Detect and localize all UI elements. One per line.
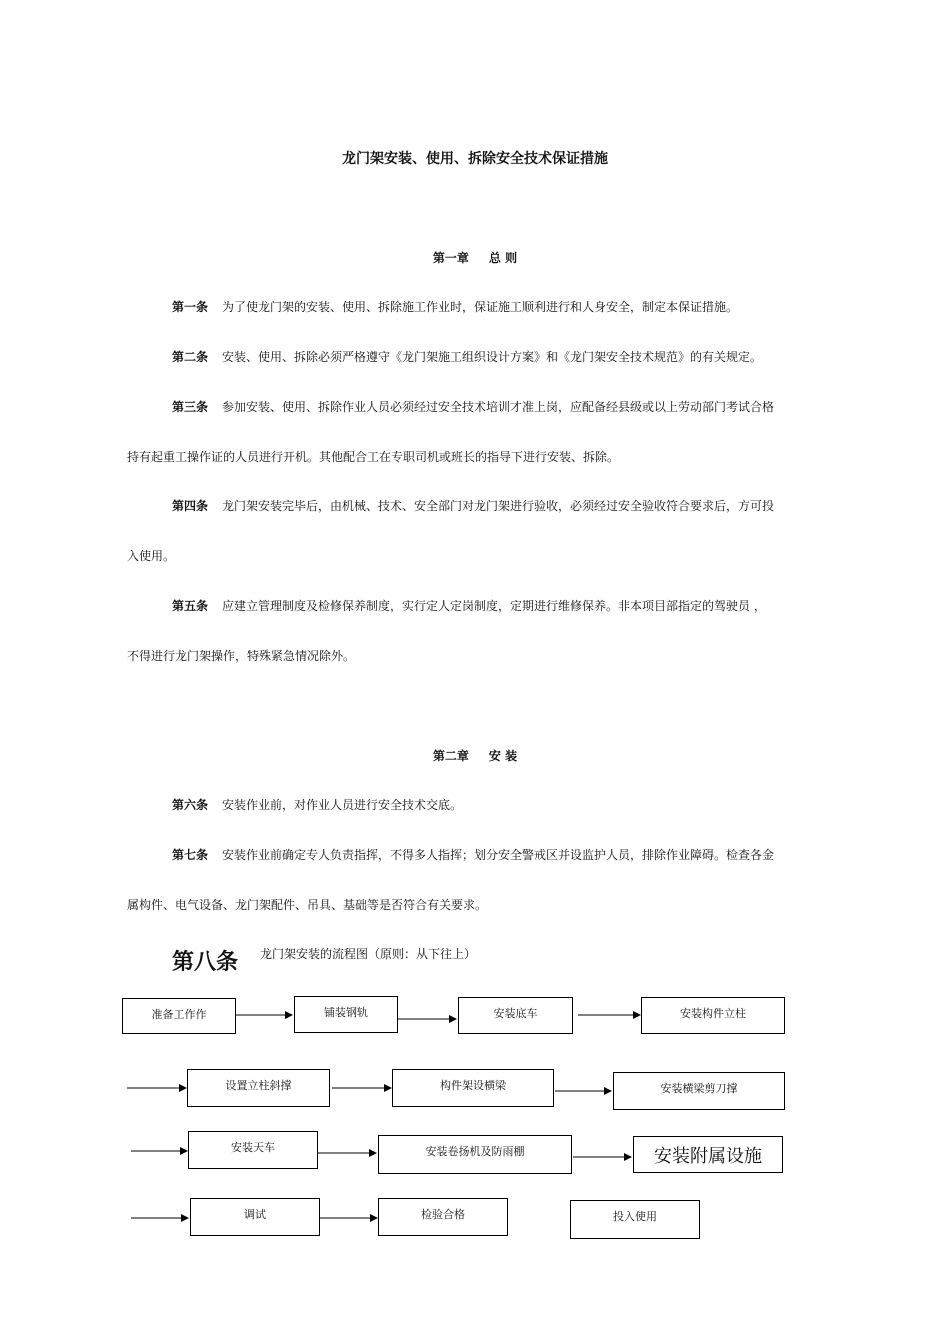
article-7-continuation: 属构件、电气设备、龙门架配件、吊具、基础等是否符合有关要求。 (127, 898, 488, 912)
flow-step-erect-beams: 构件架设横梁 (392, 1069, 554, 1107)
article-7-label: 第七条 (172, 848, 209, 862)
article-7-text: 安装作业前确定专人负责指挥，不得多人指挥；划分安全警戒区并设监护人员，排除作业障碍。检查各金 (222, 848, 775, 862)
article-2-label: 第二条 (172, 350, 209, 364)
flow-step-prepare: 准备工作作 (122, 998, 236, 1034)
flow-step-column-bracing: 设置立柱斜撑 (187, 1069, 330, 1107)
flow-step-install-crane: 安装天车 (188, 1131, 318, 1169)
article-5-continuation: 不得进行龙门架操作，特殊紧急情况除外。 (127, 649, 356, 663)
article-6-label: 第六条 (172, 798, 209, 812)
article-1-label: 第一条 (172, 300, 209, 314)
flow-step-lay-rails: 铺装钢轨 (294, 996, 398, 1033)
chapter-2-title: 安 装 (488, 749, 518, 763)
flow-step-inspection-passed: 检验合格 (378, 1198, 508, 1236)
article-4-text: 龙门架安装完毕后，由机械、技术、安全部门对龙门架进行验收，必须经过安全验收符合要求后，方可投 (222, 499, 775, 513)
article-8-text: 龙门架安装的流程图（原则：从下往上） (260, 947, 477, 961)
flow-step-install-columns: 安装构件立柱 (641, 997, 785, 1034)
flow-step-ancillary-facilities: 安装附属设施 (633, 1136, 783, 1173)
chapter-2-label: 第二章 (432, 749, 469, 763)
flow-step-beam-scissor-bracing: 安装横梁剪刀撑 (613, 1072, 785, 1110)
flow-step-put-into-use: 投入使用 (570, 1200, 700, 1239)
document-title: 龙门架安装、使用、拆除安全技术保证措施 (342, 151, 608, 167)
article-3-text: 参加安装、使用、拆除作业人员必须经过安全技术培训才准上岗，应配备经县级或以上劳动部门考试合格 (222, 400, 775, 414)
article-1-text: 为了使龙门架的安装、使用、拆除施工作业时，保证施工顺利进行和人身安全，制定本保证措施。 (222, 300, 739, 314)
chapter-1-label: 第一章 (432, 251, 469, 265)
article-6-text: 安装作业前，对作业人员进行安全技术交底。 (222, 798, 463, 812)
article-3-label: 第三条 (172, 400, 209, 414)
article-4-continuation: 入使用。 (127, 549, 176, 563)
chapter-1-title: 总 则 (488, 251, 518, 265)
article-2-text: 安装、使用、拆除必须严格遵守《龙门架施工组织设计方案》和《龙门架安全技术规范》的有关规定。 (222, 350, 763, 364)
article-8-label: 第八条 (172, 950, 239, 975)
article-3-continuation: 持有起重工操作证的人员进行开机。其他配合工在专职司机或班长的指导下进行安装、拆除。 (127, 450, 620, 464)
article-5-label: 第五条 (172, 599, 209, 613)
flow-step-winch-rain-shed: 安装卷扬机及防雨棚 (378, 1135, 572, 1174)
article-4-label: 第四条 (172, 499, 209, 513)
flow-step-install-base-cart: 安装底车 (458, 997, 573, 1034)
article-5-text: 应建立管理制度及检修保养制度，实行定人定岗制度，定期进行维修保养。非本项目部指定的驾驶员 ， (222, 599, 766, 613)
flow-step-commissioning: 调试 (190, 1198, 320, 1236)
